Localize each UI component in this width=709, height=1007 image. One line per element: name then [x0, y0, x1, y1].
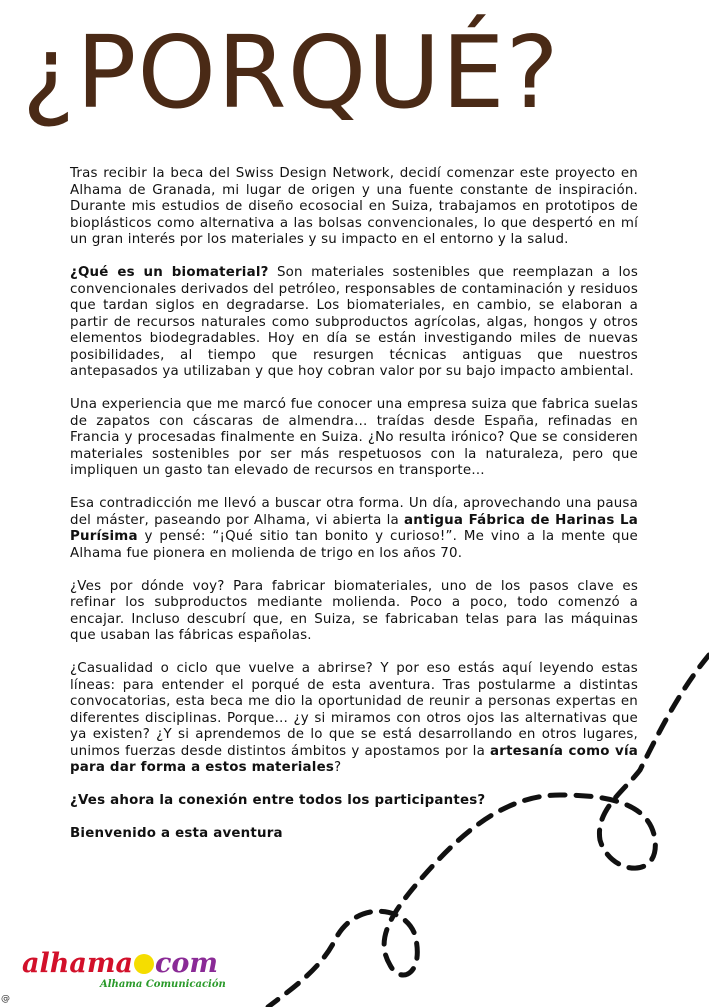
- connection-question-text: ¿Ves ahora la conexión entre todos los participantes?: [70, 793, 486, 808]
- closing-line-text: Bienvenido a esta aventura: [70, 826, 283, 841]
- logo-wordmark: [22, 950, 252, 978]
- factory-text-after: y pensé: “¡Qué sitio tan bonito y curioso!”. Me vino a la mente que Alhama fue pionera en molienda de trigo en los años 70.: [70, 529, 638, 561]
- biomaterial-text: Son materiales sostenibles que reemplazan a los convencionales derivados del petróleo, responsables de contaminación y residuos que tardan siglos en degradarse. Los biomateriales, en cambio, se elaboran a partir de recursos naturales como subproductos agrícolas, algas, hongos y otros elementos biodegradables. Hoy en día se están investigando miles de nuevas posibilidades, al tiempo que resurgen técnicas antiguas que nuestros antepasados ya utilizaban y que hoy cobran valor por su bajo impacto ambiental.: [70, 265, 639, 379]
- factory-text-before: Esa contradicción me llevó a buscar otra forma. Un día, aprovechando una pausa del máster, paseando por Alhama, vi abierta la: [70, 496, 638, 528]
- paragraph-intro: Tras recibir la beca del Swiss Design Network, decidí comenzar este proyecto en Alhama de Granada, mi lugar de origen y una fuente constante de inspiración. Durante mis estudios de diseño ecosocial en Suiza, trabajamos en prototipos de bioplásticos como alternativa a las bolsas convencionales, lo que despertó en mí un gran interés por los materiales y su impacto en el entorno y la salud.: [70, 166, 638, 247]
- coincidence-text-after: ?: [334, 760, 342, 775]
- paragraph-coincidence: [70, 661, 638, 777]
- logo-com: com: [154, 948, 218, 979]
- logo-dot-icon: [134, 954, 154, 974]
- paragraph-experience: Una experiencia que me marcó fue conocer una empresa suiza que fabrica suelas de zapatos con cáscaras de almendra… traídas desde España, refinadas en Francia y procesadas finalmente en Suiza. ¿No resulta irónico? Que se consideren materiales sostenibles por ser más respetuosos con la naturaleza, pero que impliquen un gasto tan elevado de recursos en transporte…: [70, 397, 638, 478]
- biomaterial-question: ¿Qué es un biomaterial?: [70, 265, 269, 280]
- paragraph-biomaterial: [70, 265, 638, 381]
- factory-name: antigua Fábrica de Harinas La Purísima: [70, 512, 638, 544]
- closing-line: [70, 826, 638, 843]
- paragraph-milling: ¿Ves por dónde voy? Para fabricar biomateriales, uno de los pasos clave es refinar los subproductos mediante molienda. Poco a poco, todo comenzó a encajar. Incluso descubrí que, en Suiza, se fabricaban telas para las máquinas que usaban las fábricas españolas.: [70, 578, 638, 643]
- alhama-com-logo: [22, 950, 252, 995]
- logo-alhama: alhama: [22, 948, 133, 979]
- craft-highlight: artesanía como vía para dar forma a estos materiales: [70, 743, 639, 775]
- page-title: ¿PORQUÉ?: [22, 14, 560, 131]
- article-body: [70, 166, 638, 859]
- connection-question: [70, 793, 638, 810]
- coincidence-text-before: ¿Casualidad o ciclo que vuelve a abrirse? Y por eso estás aquí leyendo estas líneas: para entender el porqué de esta aventura. Tras postularme a distintas convocatorias, esta beca me dio la oportunidad de reunir a personas expertas en diferentes disciplinas. Porque… ¿y si miramos con otros ojos las alternativas que ya existen? ¿Y si aprendemos de lo que se está desarrollando en otros lugares, unimos fuerzas desde distintos ámbitos y apostamos por la: [70, 661, 638, 759]
- paragraph-factory: [70, 496, 638, 562]
- logo-subtitle: Alhama Comunicación: [100, 979, 226, 990]
- corner-mark: @: [1, 994, 10, 1004]
